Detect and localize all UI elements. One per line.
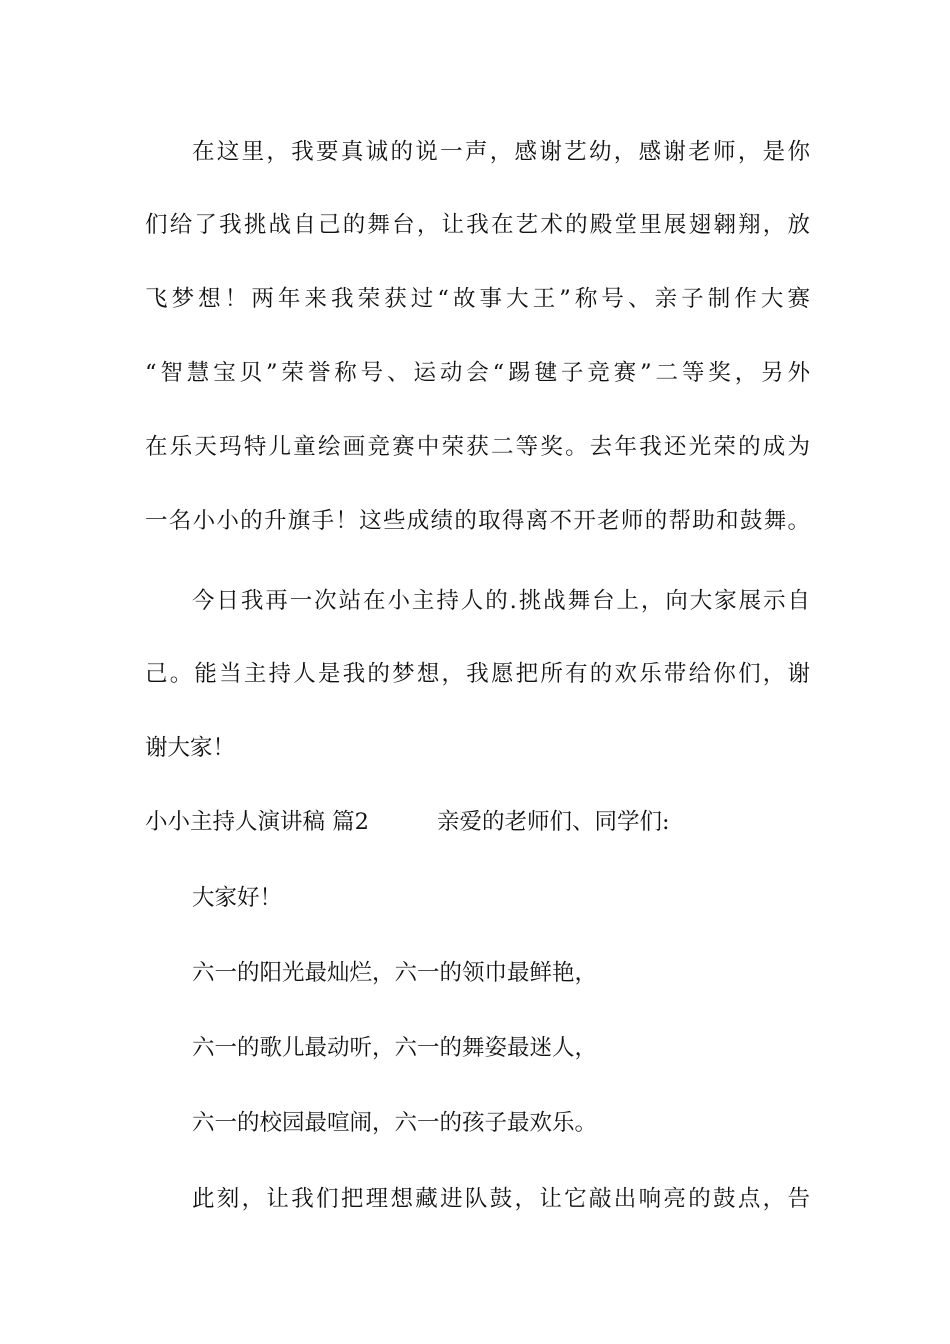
paragraph-1-line-5: 在乐天玛特儿童绘画竞赛中荣获二等奖。去年我还光荣的成为 <box>145 434 810 460</box>
paragraph-2-line-3: 谢大家！ <box>145 735 236 761</box>
verse-line-1: 六一的阳光最灿烂，六一的领巾最鲜艳， <box>192 960 598 986</box>
section-heading: 小小主持人演讲稿 篇2 <box>145 809 369 835</box>
section-greeting: 亲爱的老师们、同学们: <box>437 809 670 835</box>
paragraph-2-line-2: 己。能当主持人是我的梦想，我愿把所有的欢乐带给你们，谢 <box>145 661 810 687</box>
greeting-hello: 大家好！ <box>192 885 283 911</box>
paragraph-2-line-1: 今日我再一次站在小主持人的.挑战舞台上，向大家展示自 <box>192 588 810 614</box>
paragraph-1-line-6: 一名小小的升旗手！这些成绩的取得离不开老师的帮助和鼓舞。 <box>145 508 810 534</box>
paragraph-1-line-2: 们给了我挑战自己的舞台，让我在艺术的殿堂里展翅翱翔，放 <box>145 212 810 238</box>
closing-line-1: 此刻，让我们把理想藏进队鼓，让它敲出响亮的鼓点，告 <box>192 1186 810 1212</box>
paragraph-1-line-3: 飞梦想！两年来我荣获过“故事大王”称号、亲子制作大赛 <box>145 286 810 312</box>
verse-line-3: 六一的校园最喧闹，六一的孩子最欢乐。 <box>192 1110 598 1136</box>
verse-line-2: 六一的歌儿最动听，六一的舞姿最迷人， <box>192 1035 598 1061</box>
paragraph-1-line-4: “智慧宝贝”荣誉称号、运动会“踢毽子竞赛”二等奖，另外 <box>145 360 810 386</box>
paragraph-1-line-1: 在这里，我要真诚的说一声，感谢艺幼，感谢老师，是你 <box>192 139 810 165</box>
